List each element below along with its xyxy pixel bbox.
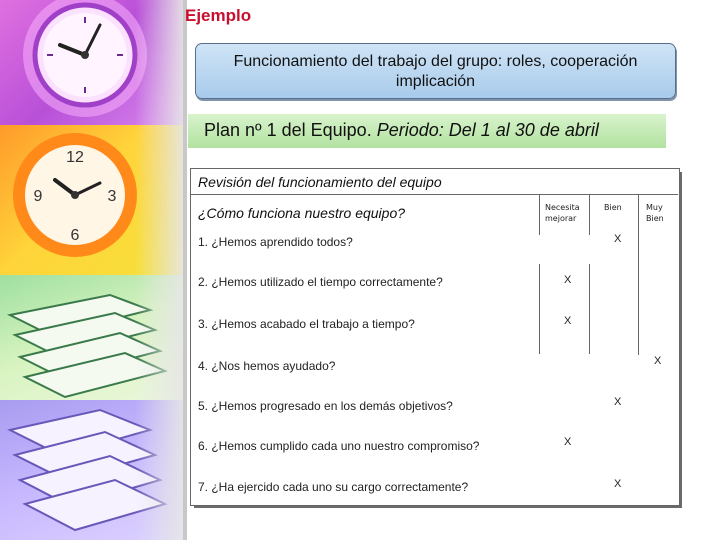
review-title: Revisión del funcionamiento del equipo: [198, 174, 442, 190]
table-row-label: 7. ¿Ha ejercido cada uno su cargo correctamente?: [198, 480, 469, 494]
column-header-muy-bien: [646, 202, 664, 224]
column-separator: [589, 264, 590, 354]
column-header-necesita-mejorar: [545, 202, 580, 224]
review-question: ¿Cómo funciona nuestro equipo?: [198, 205, 406, 221]
column-header-line: Bien: [646, 214, 664, 223]
column-separator: [539, 264, 540, 354]
rating-mark: X: [614, 478, 622, 490]
decorative-photo-strip: [0, 0, 185, 540]
clock-numeral-9: 9: [33, 188, 43, 205]
plan-prefix: Plan nº 1 del Equipo.: [204, 120, 377, 140]
column-header-bien: [604, 202, 622, 213]
column-separator: [539, 195, 540, 235]
column-separator: [589, 195, 590, 235]
banner-line-1: Funcionamiento del trabajo del grupo: roles, cooperación: [233, 53, 638, 70]
banner-line-2: implicación: [395, 73, 476, 90]
table-row-label: 5. ¿Hemos progresado en los demás objetivos?: [198, 399, 453, 413]
rating-mark: X: [654, 355, 662, 367]
rating-mark: X: [614, 396, 622, 408]
table-row-label: 2. ¿Hemos utilizado el tiempo correctamente?: [198, 275, 443, 289]
rating-mark: X: [564, 436, 572, 448]
topic-banner: [195, 43, 676, 99]
table-row-label: 4. ¿Nos hemos ayudado?: [198, 359, 336, 373]
page-heading: Ejemplo: [185, 6, 252, 25]
clock-numeral-3: 3: [107, 188, 117, 205]
table-row-label: 6. ¿Hemos cumplido cada uno nuestro compromiso?: [198, 439, 480, 453]
clock-numeral-6: 6: [70, 227, 80, 244]
column-separator: [638, 235, 639, 355]
plan-text: [204, 120, 599, 141]
column-header-line: mejorar: [545, 214, 577, 223]
rating-mark: X: [614, 233, 622, 245]
table-row-label: 3. ¿Hemos acabado el trabajo a tiempo?: [198, 317, 415, 331]
photo-strip-divider: [183, 0, 187, 540]
table-row-label: 1. ¿Hemos aprendido todos?: [198, 235, 353, 249]
rating-mark: X: [564, 274, 572, 286]
clock-numeral-12: 12: [66, 149, 84, 166]
photo-strip-fade: [135, 0, 185, 540]
column-separator: [638, 195, 639, 235]
column-header-line: Bien: [604, 203, 622, 212]
title-divider: [190, 194, 678, 195]
plan-period: Periodo: Del 1 al 30 de abril: [376, 120, 599, 140]
column-header-line: Muy: [646, 203, 663, 212]
rating-mark: X: [564, 315, 572, 327]
column-header-line: Necesita: [545, 203, 580, 212]
